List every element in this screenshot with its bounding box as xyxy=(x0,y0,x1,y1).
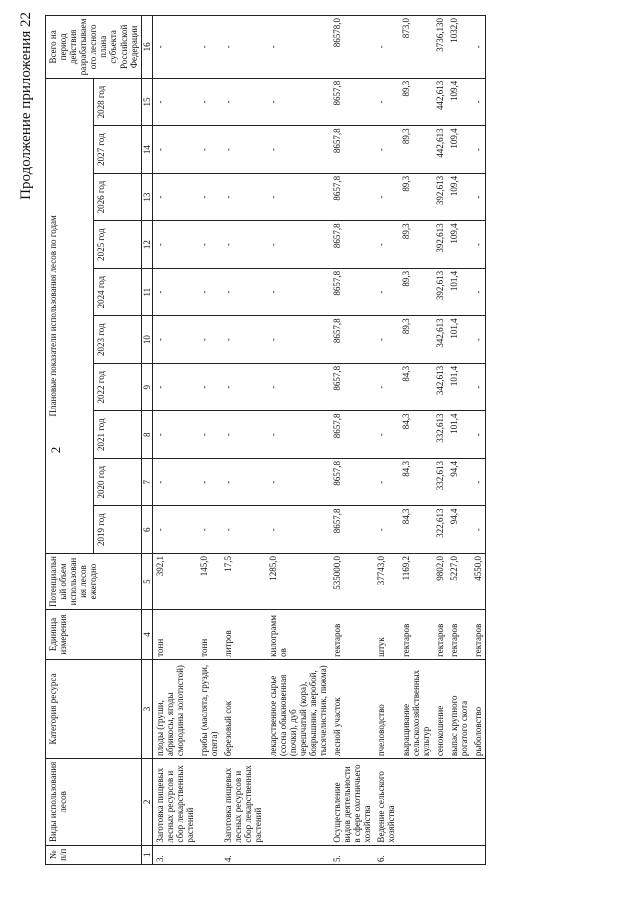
row-potential: 9802,0 xyxy=(433,553,447,609)
column-number: 14 xyxy=(141,126,152,174)
row-year-value: - xyxy=(197,126,221,174)
row-year-value: 322,613 xyxy=(433,506,447,554)
row-year-value: 101,4 xyxy=(447,268,471,316)
row-year-value: - xyxy=(374,221,398,269)
row-use-type xyxy=(197,759,221,845)
row-year-value: 8657,8 xyxy=(330,126,374,174)
row-year-value: - xyxy=(266,316,330,364)
row-category: выращивание сельскохозяйственных культур xyxy=(399,659,433,758)
row-year-value: - xyxy=(221,173,265,221)
row-year-value: - xyxy=(221,506,265,554)
row-year-value: 109,4 xyxy=(447,78,471,126)
column-number: 4 xyxy=(141,610,152,660)
row-use-type: Заготовка пищевых лесных ресурсов и сбор лекарственных растений xyxy=(152,759,197,845)
continuation-label: Продолжение приложения 22 xyxy=(18,12,34,200)
header-type: Виды использования лесов xyxy=(46,759,142,845)
row-year-value: - xyxy=(266,411,330,459)
row-category: березовый сок xyxy=(221,659,265,758)
row-total: - xyxy=(197,16,221,79)
row-year-value: 332,613 xyxy=(433,411,447,459)
row-category: пчеловодство xyxy=(374,659,398,758)
row-year-value: - xyxy=(374,316,398,364)
row-year-value: - xyxy=(471,506,486,554)
row-year-value: - xyxy=(152,78,197,126)
row-year-value: - xyxy=(374,458,398,506)
row-year-value: - xyxy=(197,221,221,269)
row-year-value: 89,3 xyxy=(399,173,433,221)
column-number: 7 xyxy=(141,458,152,506)
column-number: 13 xyxy=(141,173,152,221)
row-year-value: - xyxy=(374,506,398,554)
row-year-value: - xyxy=(266,458,330,506)
row-year-value: - xyxy=(152,411,197,459)
column-number: 8 xyxy=(141,411,152,459)
column-number: 15 xyxy=(141,78,152,126)
row-year-value: - xyxy=(374,173,398,221)
row-num: 6. xyxy=(374,845,398,864)
row-category: лекарственное сырье (сосна обыкновенная (почки), дуб черешчатый (кора), боярышник, зверобой, тысячелистник, пижма) xyxy=(266,659,330,758)
row-category: грибы (маслята, грузди, опята) xyxy=(197,659,221,758)
header-year: 2026 год xyxy=(93,173,141,221)
header-unit: Единица измерения xyxy=(46,610,142,660)
forest-use-table xyxy=(45,15,486,865)
row-year-value: - xyxy=(221,78,265,126)
row-year-value: - xyxy=(471,78,486,126)
row-unit: тонн xyxy=(152,610,197,660)
row-year-value: - xyxy=(197,316,221,364)
row-total: - xyxy=(266,16,330,79)
row-year-value: - xyxy=(197,411,221,459)
row-year-value: - xyxy=(221,316,265,364)
row-year-value: - xyxy=(152,126,197,174)
row-use-type: Осуществление видов деятельности в сфере охотничьего хозяйства xyxy=(330,759,374,845)
row-use-type xyxy=(447,759,471,845)
row-potential: 1169,2 xyxy=(399,553,433,609)
row-year-value: - xyxy=(374,126,398,174)
row-year-value: - xyxy=(266,221,330,269)
header-year: 2021 год xyxy=(93,411,141,459)
row-num xyxy=(471,845,486,864)
row-year-value: - xyxy=(152,363,197,411)
header-planned: Плановые показатели использования лесов по годам xyxy=(46,78,94,553)
column-number: 5 xyxy=(141,553,152,609)
header-year: 2019 год xyxy=(93,506,141,554)
row-use-type xyxy=(399,759,433,845)
row-year-value: 89,3 xyxy=(399,126,433,174)
row-unit: штук xyxy=(374,610,398,660)
row-use-type xyxy=(433,759,447,845)
row-category: рыболовство xyxy=(471,659,486,758)
row-year-value: 101,4 xyxy=(447,363,471,411)
column-number: 10 xyxy=(141,316,152,364)
row-total: - xyxy=(152,16,197,79)
row-year-value: 8657,8 xyxy=(330,458,374,506)
row-year-value: 109,4 xyxy=(447,126,471,174)
row-category: плоды (груши, абрикосы, ягоды смородины золотистой) xyxy=(152,659,197,758)
row-year-value: - xyxy=(197,173,221,221)
table-row xyxy=(399,16,433,865)
row-year-value: 8657,8 xyxy=(330,78,374,126)
row-unit: тонн xyxy=(197,610,221,660)
table-row xyxy=(471,16,486,865)
row-year-value: 94,4 xyxy=(447,506,471,554)
header-year: 2023 год xyxy=(93,316,141,364)
row-year-value: - xyxy=(152,458,197,506)
row-year-value: 101,4 xyxy=(447,411,471,459)
row-year-value: 8657,8 xyxy=(330,221,374,269)
table-row xyxy=(330,16,374,865)
row-unit: гектаров xyxy=(330,610,374,660)
row-num xyxy=(399,845,433,864)
row-total: - xyxy=(221,16,265,79)
row-year-value: 84,3 xyxy=(399,458,433,506)
row-year-value: - xyxy=(266,126,330,174)
row-year-value: - xyxy=(197,458,221,506)
row-num xyxy=(266,845,330,864)
row-year-value: - xyxy=(374,268,398,316)
row-unit: килограммов xyxy=(266,610,330,660)
row-year-value: - xyxy=(197,268,221,316)
column-number: 6 xyxy=(141,506,152,554)
row-year-value: - xyxy=(197,506,221,554)
row-unit: гектаров xyxy=(447,610,471,660)
column-number: 16 xyxy=(141,16,152,79)
column-number: 9 xyxy=(141,363,152,411)
row-category: выпас крупного рогатого скота xyxy=(447,659,471,758)
row-year-value: 84,3 xyxy=(399,363,433,411)
row-potential: 535000,0 xyxy=(330,553,374,609)
row-year-value: 342,613 xyxy=(433,363,447,411)
table-row xyxy=(433,16,447,865)
row-year-value: 89,3 xyxy=(399,221,433,269)
header-year: 2027 год xyxy=(93,126,141,174)
row-num: 3. xyxy=(152,845,197,864)
row-year-value: 109,4 xyxy=(447,173,471,221)
header-year: 2024 год xyxy=(93,268,141,316)
row-potential: 145,0 xyxy=(197,553,221,609)
row-year-value: 8657,8 xyxy=(330,506,374,554)
row-year-value: - xyxy=(471,126,486,174)
row-year-value: - xyxy=(221,221,265,269)
page-number: 2 xyxy=(48,446,63,454)
row-year-value: - xyxy=(152,506,197,554)
table-row xyxy=(152,16,197,865)
column-number: 3 xyxy=(141,659,152,758)
row-year-value: - xyxy=(471,363,486,411)
row-year-value: 392,613 xyxy=(433,173,447,221)
header-year: 2020 год xyxy=(93,458,141,506)
row-year-value: - xyxy=(471,221,486,269)
row-year-value: - xyxy=(221,126,265,174)
row-year-value: - xyxy=(471,268,486,316)
row-year-value: 109,4 xyxy=(447,221,471,269)
row-year-value: 342,613 xyxy=(433,316,447,364)
row-year-value: 89,3 xyxy=(399,268,433,316)
row-year-value: - xyxy=(221,411,265,459)
row-num xyxy=(433,845,447,864)
row-year-value: - xyxy=(471,316,486,364)
row-use-type: Ведение сельского хозяйства xyxy=(374,759,398,845)
row-year-value: 442,613 xyxy=(433,78,447,126)
row-year-value: - xyxy=(266,268,330,316)
row-unit: гектаров xyxy=(399,610,433,660)
row-year-value: - xyxy=(152,316,197,364)
row-year-value: 8657,8 xyxy=(330,268,374,316)
row-num: 5. xyxy=(330,845,374,864)
row-total: - xyxy=(471,16,486,79)
row-year-value: 89,3 xyxy=(399,78,433,126)
row-year-value: - xyxy=(471,411,486,459)
table-row xyxy=(266,16,330,865)
header-potential: Потенциальный объем использования лесов ежегодно xyxy=(46,553,142,609)
row-year-value: 392,613 xyxy=(433,268,447,316)
row-use-type xyxy=(266,759,330,845)
row-year-value: 8657,8 xyxy=(330,316,374,364)
row-year-value: - xyxy=(197,78,221,126)
column-number: 11 xyxy=(141,268,152,316)
row-unit: гектаров xyxy=(433,610,447,660)
header-category: Категория ресурса xyxy=(46,659,142,758)
column-number: 12 xyxy=(141,221,152,269)
row-year-value: 442,613 xyxy=(433,126,447,174)
column-number: 1 xyxy=(141,845,152,864)
row-year-value: - xyxy=(266,506,330,554)
row-potential: 37743,0 xyxy=(374,553,398,609)
header-total: Всего на период действия разрабатываемого лесного плана субъекта Российской Федерации xyxy=(46,16,142,79)
row-potential: 392,1 xyxy=(152,553,197,609)
row-potential: 17,5 xyxy=(221,553,265,609)
row-year-value: - xyxy=(374,78,398,126)
row-unit: литров xyxy=(221,610,265,660)
row-year-value: 94,4 xyxy=(447,458,471,506)
row-year-value: - xyxy=(471,173,486,221)
table-row xyxy=(197,16,221,865)
row-year-value: 392,613 xyxy=(433,221,447,269)
header-year: 2022 год xyxy=(93,363,141,411)
row-total: 873,0 xyxy=(399,16,433,79)
row-year-value: - xyxy=(374,411,398,459)
row-potential: 4550,0 xyxy=(471,553,486,609)
row-year-value: - xyxy=(152,268,197,316)
row-year-value: - xyxy=(266,173,330,221)
row-year-value: - xyxy=(221,458,265,506)
row-year-value: 101,4 xyxy=(447,316,471,364)
header-year: 2028 год xyxy=(93,78,141,126)
row-year-value: - xyxy=(152,173,197,221)
row-year-value: - xyxy=(221,268,265,316)
row-num: 4. xyxy=(221,845,265,864)
row-total: 3736,130 xyxy=(433,16,447,79)
row-category: сенокошение xyxy=(433,659,447,758)
row-year-value: 8657,8 xyxy=(330,363,374,411)
row-year-value: - xyxy=(471,458,486,506)
row-unit: гектаров xyxy=(471,610,486,660)
row-potential: 5227,0 xyxy=(447,553,471,609)
row-year-value: 8657,8 xyxy=(330,411,374,459)
column-number: 2 xyxy=(141,759,152,845)
row-year-value: - xyxy=(197,363,221,411)
row-year-value: 8657,8 xyxy=(330,173,374,221)
row-year-value: 84,3 xyxy=(399,411,433,459)
row-use-type xyxy=(471,759,486,845)
row-year-value: - xyxy=(266,78,330,126)
row-total: - xyxy=(374,16,398,79)
row-potential: 1285,0 xyxy=(266,553,330,609)
table-row xyxy=(374,16,398,865)
row-year-value: 84,3 xyxy=(399,506,433,554)
row-year-value: - xyxy=(152,221,197,269)
row-year-value: - xyxy=(374,363,398,411)
row-total: 86578,0 xyxy=(330,16,374,79)
row-year-value: - xyxy=(266,363,330,411)
row-num xyxy=(447,845,471,864)
row-year-value: 89,3 xyxy=(399,316,433,364)
row-use-type: Заготовка пищевых лесных ресурсов и сбор лекарственных растений xyxy=(221,759,265,845)
row-total: 1032,0 xyxy=(447,16,471,79)
row-num xyxy=(197,845,221,864)
header-year: 2025 год xyxy=(93,221,141,269)
header-num: № п/п xyxy=(46,845,142,864)
row-year-value: - xyxy=(221,363,265,411)
table-row xyxy=(447,16,471,865)
row-category: лесной участок xyxy=(330,659,374,758)
table-row xyxy=(221,16,265,865)
row-year-value: 332,613 xyxy=(433,458,447,506)
